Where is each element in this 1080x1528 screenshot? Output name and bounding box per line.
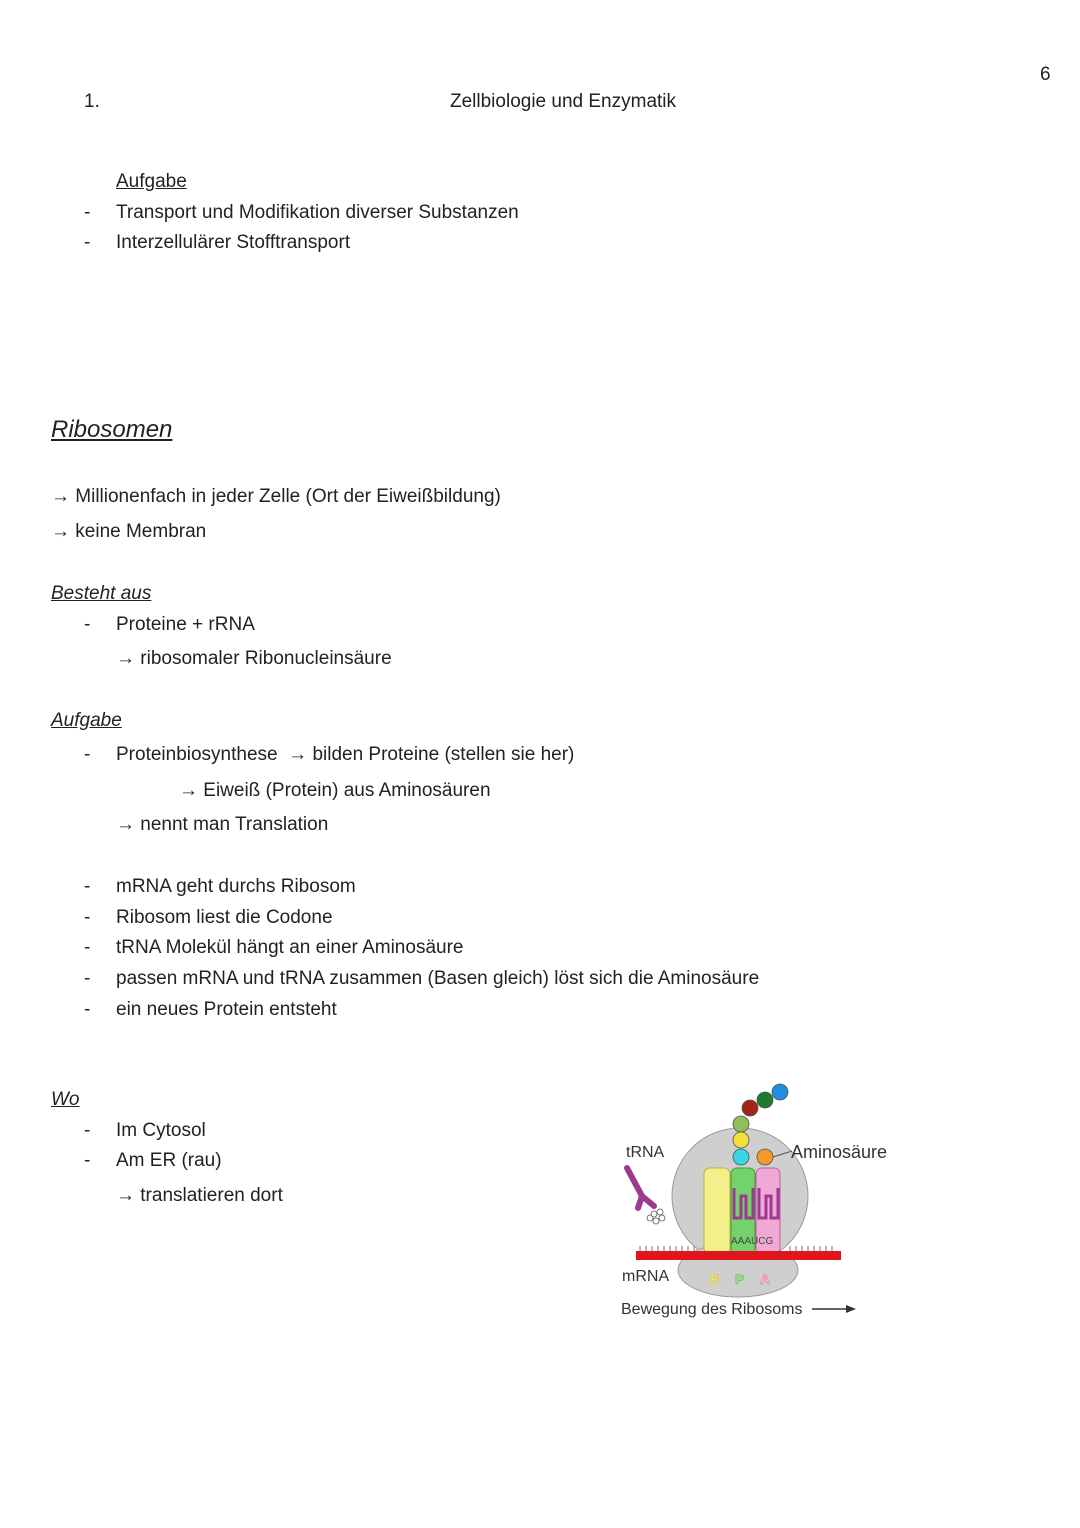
site-e-rect [704, 1168, 730, 1254]
aufgabe-step-5: ein neues Protein entsteht [116, 999, 337, 1020]
movement-arrow-head [846, 1305, 856, 1313]
bullet-dash: - [84, 1120, 91, 1141]
aufgabe-step-4: passen mRNA und tRNA zusammen (Basen gleich) löst sich die Aminosäure [116, 968, 760, 989]
amino-acid-4 [733, 1116, 749, 1132]
intro-line-2: → keine Membran [51, 521, 207, 542]
bullet-dash: - [84, 937, 91, 958]
top-aufgabe-item-2: Interzellulärer Stofftransport [116, 232, 351, 253]
wo-item-2: Am ER (rau) [116, 1150, 222, 1171]
bullet-dash: - [84, 968, 91, 989]
amino-acid-3 [742, 1100, 758, 1116]
figure-caption: Bewegung des Ribosoms [621, 1301, 803, 1318]
bullet-dash: - [84, 876, 91, 897]
top-aufgabe-item-1: Transport und Modifikation diverser Substanzen [116, 202, 519, 223]
bullet-dash: - [84, 1150, 91, 1171]
amino-acid-7 [757, 1149, 773, 1165]
trna-leaving-bases [647, 1209, 665, 1224]
besteht-aus-note: → ribosomaler Ribonucleinsäure [116, 648, 392, 669]
page-number: 6 [1040, 64, 1051, 85]
aufgabe-step-2: Ribosom liest die Codone [116, 907, 333, 928]
besteht-aus-item: Proteine + rRNA [116, 614, 255, 635]
aufgabe-heading: Aufgabe [51, 710, 122, 731]
trna-leaving [627, 1168, 654, 1208]
document-title: Zellbiologie und Enzymatik [450, 91, 677, 112]
wo-item-1: Im Cytosol [116, 1120, 206, 1141]
wo-heading: Wo [51, 1089, 80, 1110]
top-aufgabe-heading: Aufgabe [116, 171, 187, 192]
chapter-number: 1. [84, 91, 100, 112]
amino-acid-5 [733, 1132, 749, 1148]
amino-acid-6 [733, 1149, 749, 1165]
amino-acid-2 [757, 1092, 773, 1108]
intro-line-1: → Millionenfach in jeder Zelle (Ort der Eiweißbildung) [51, 486, 501, 507]
aufgabe-item: Proteinbiosynthese → bilden Proteine (stellen sie her) [116, 744, 575, 765]
aufgabe-note-2: → nennt man Translation [116, 814, 329, 835]
besteht-aus-heading: Besteht aus [51, 583, 152, 604]
amino-acid-1 [772, 1084, 788, 1100]
label-mrna: mRNA [622, 1268, 670, 1285]
bullet-dash: - [84, 999, 91, 1020]
aufgabe-step-3: tRNA Molekül hängt an einer Aminosäure [116, 937, 464, 958]
bullet-dash: - [84, 907, 91, 928]
mrna-strand [636, 1251, 841, 1260]
site-label-a: A [760, 1271, 771, 1287]
label-trna: tRNA [626, 1144, 665, 1161]
bullet-dash: - [84, 614, 91, 635]
codons-text: AAAUCG [731, 1236, 774, 1247]
section-title-ribosomen: Ribosomen [51, 416, 173, 443]
ribosome-diagram [610, 1078, 910, 1328]
aufgabe-note-1: → Eiweiß (Protein) aus Aminosäuren [179, 780, 491, 801]
bullet-dash: - [84, 744, 91, 765]
site-label-e: E [710, 1271, 720, 1287]
wo-note: → translatieren dort [116, 1185, 283, 1206]
aufgabe-step-1: mRNA geht durchs Ribosom [116, 876, 356, 897]
bullet-dash: - [84, 202, 91, 223]
bullet-dash: - [84, 232, 91, 253]
label-aminosaeure: Aminosäure [791, 1142, 888, 1162]
site-label-p: P [735, 1271, 745, 1287]
